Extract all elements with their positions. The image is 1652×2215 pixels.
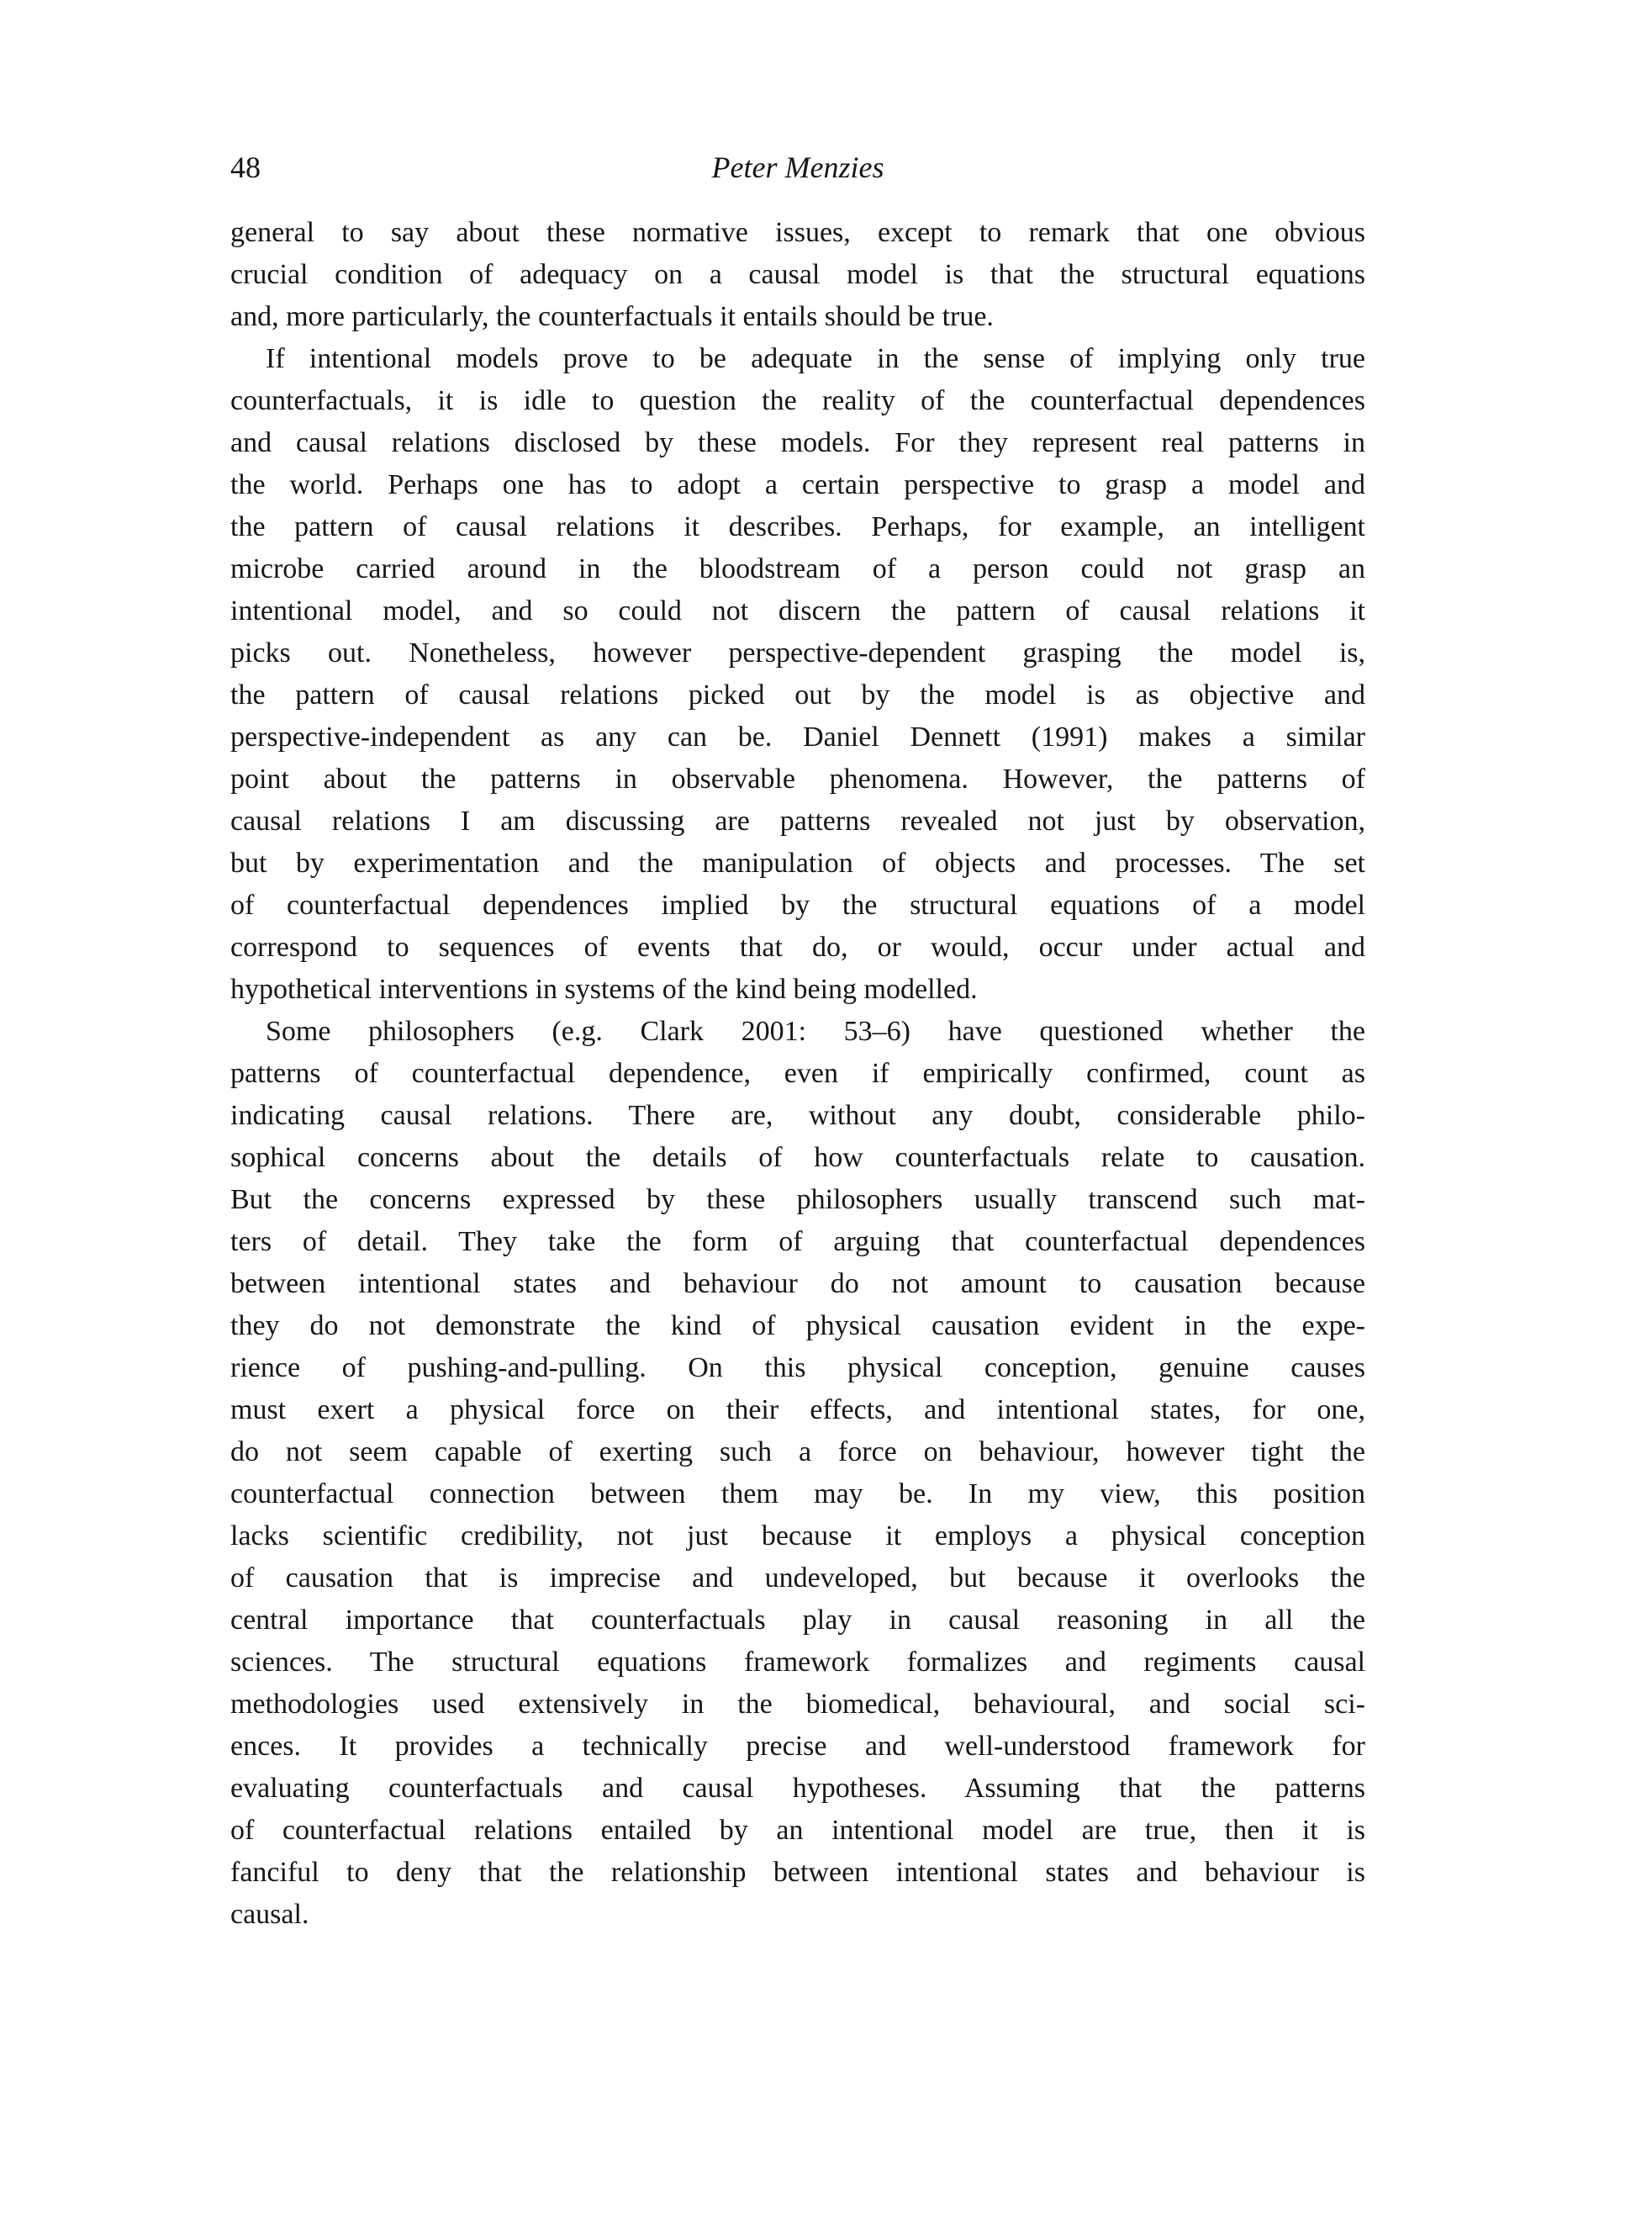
- text-line: correspond to sequences of events that do, or would, occur under actual and: [230, 932, 1365, 963]
- text-line: central importance that counterfactuals play in causal reasoning in all the: [230, 1604, 1365, 1636]
- text-line: counterfactual connection between them may be. In my view, this position: [230, 1478, 1365, 1509]
- text-line: causal relations I am discussing are patterns revealed not just by observation,: [230, 806, 1365, 837]
- text-line: must exert a physical force on their effects, and intentional states, for one,: [230, 1394, 1365, 1425]
- text-line: hypothetical interventions in systems of the kind being modelled.: [230, 974, 978, 1005]
- text-line: they do not demonstrate the kind of physical causation evident in the expe-: [230, 1310, 1365, 1341]
- text-line: but by experimentation and the manipulation of objects and processes. The set: [230, 848, 1365, 879]
- text-line: the pattern of causal relations it describes. Perhaps, for example, an intelligent: [230, 511, 1365, 542]
- text-line: causal.: [230, 1899, 309, 1930]
- text-line: crucial condition of adequacy on a causal model is that the structural equations: [230, 259, 1365, 290]
- text-line: perspective-independent as any can be. Daniel Dennett (1991) makes a similar: [230, 722, 1365, 753]
- text-line: point about the patterns in observable phenomena. However, the patterns of: [230, 764, 1365, 795]
- text-line: intentional model, and so could not discern the pattern of causal relations it: [230, 595, 1365, 626]
- text-line: counterfactuals, it is idle to question the reality of the counterfactual dependences: [230, 385, 1365, 416]
- text-line: If intentional models prove to be adequate in the sense of implying only true: [266, 343, 1365, 374]
- text-line: Some philosophers (e.g. Clark 2001: 53–6) have questioned whether the: [266, 1016, 1365, 1047]
- text-line: of counterfactual dependences implied by the structural equations of a model: [230, 890, 1365, 921]
- text-line: ters of detail. They take the form of arguing that counterfactual dependences: [230, 1226, 1365, 1257]
- text-line: patterns of counterfactual dependence, even if empirically confirmed, count as: [230, 1058, 1365, 1089]
- text-line: do not seem capable of exerting such a force on behaviour, however tight the: [230, 1436, 1365, 1467]
- body-text: [230, 212, 1365, 1936]
- text-line: the pattern of causal relations picked out by the model is as objective and: [230, 679, 1365, 711]
- text-line: general to say about these normative issues, except to remark that one obvious: [230, 217, 1365, 248]
- text-line: of counterfactual relations entailed by an intentional model are true, then it is: [230, 1815, 1365, 1846]
- paragraph: [230, 1011, 1365, 1936]
- text-line: evaluating counterfactuals and causal hypotheses. Assuming that the patterns: [230, 1773, 1365, 1804]
- text-line: sciences. The structural equations framework formalizes and regiments causal: [230, 1647, 1365, 1678]
- text-line: ences. It provides a technically precise and well-understood framework for: [230, 1731, 1365, 1762]
- text-line: fanciful to deny that the relationship between intentional states and behaviour is: [230, 1857, 1365, 1888]
- text-line: methodologies used extensively in the biomedical, behavioural, and social sci-: [230, 1689, 1365, 1720]
- text-line: of causation that is imprecise and undeveloped, but because it overlooks the: [230, 1562, 1365, 1594]
- text-line: picks out. Nonetheless, however perspective-dependent grasping the model is,: [230, 637, 1365, 669]
- text-line: indicating causal relations. There are, without any doubt, considerable philo-: [230, 1100, 1365, 1131]
- page-header: [230, 150, 1365, 186]
- text-line: lacks scientific credibility, not just because it employs a physical conception: [230, 1520, 1365, 1552]
- text-line: between intentional states and behaviour do not amount to causation because: [230, 1268, 1365, 1299]
- text-line: sophical concerns about the details of how counterfactuals relate to causation.: [230, 1142, 1365, 1173]
- page-number: 48: [230, 151, 261, 184]
- text-line: microbe carried around in the bloodstream of a person could not grasp an: [230, 553, 1365, 584]
- text-line: and causal relations disclosed by these models. For they represent real patterns in: [230, 427, 1365, 458]
- paragraph: [230, 212, 1365, 338]
- text-line: the world. Perhaps one has to adopt a certain perspective to grasp a model and: [230, 469, 1365, 500]
- text-line: But the concerns expressed by these philosophers usually transcend such mat-: [230, 1184, 1365, 1215]
- running-head: Peter Menzies: [711, 151, 884, 184]
- text-line: rience of pushing-and-pulling. On this physical conception, genuine causes: [230, 1352, 1365, 1383]
- paragraph: [230, 338, 1365, 1011]
- text-line: and, more particularly, the counterfactuals it entails should be true.: [230, 301, 994, 332]
